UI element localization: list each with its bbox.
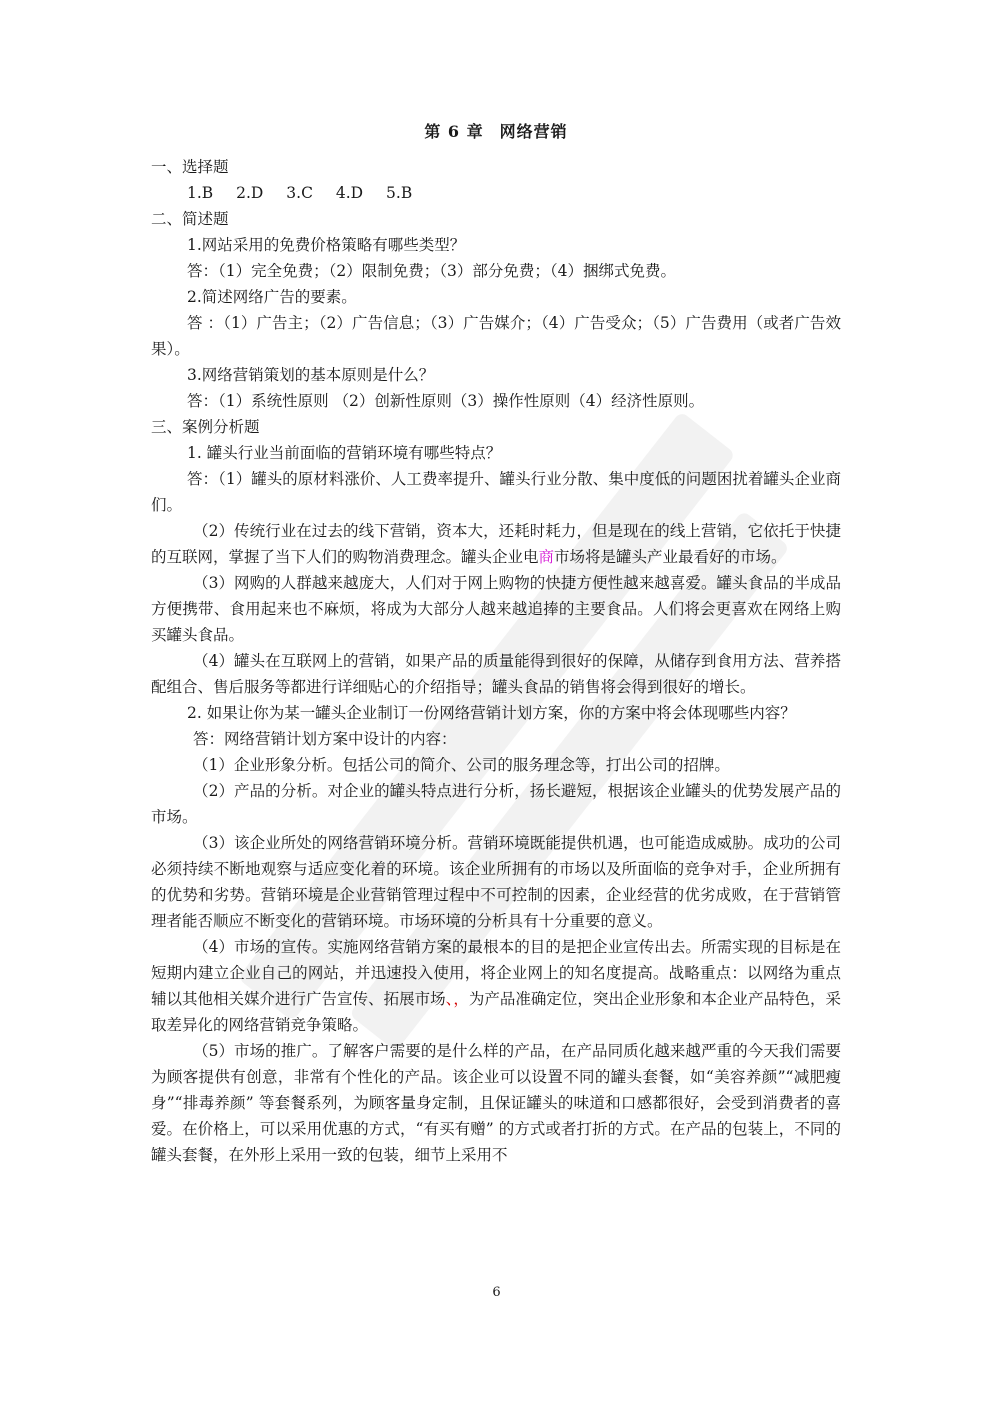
s2-question-2: 2.简述网络广告的要素。 [187,288,357,306]
s3-q2-point-3: （3）该企业所处的网络营销环境分析。营销环境既能提供机遇，也可能造成威胁。成功的公司必须持续不断地观察与适应变化着的环境。该企业所拥有的市场以及所面临的竞争对手，企业所拥有的优势和劣势。营销环境是企业营销管理过程中不可控制的因素，企业经营的优劣成败，在于营销管理者能否顺应不断变化的营销环境。市场环境的分析具有十分重要的意义。 [151,834,841,930]
s3-q2-intro: 答：网络营销计划方案中设计的内容： [193,730,457,748]
s3-q1-answer-1: 答：（1）罐头的原材料涨价、人工费率提升、罐头行业分散、集中度低的问题困扰着罐头企业商们。 [151,470,841,514]
s3-q2-point-2: （2）产品的分析。对企业的罐头特点进行分析，扬长避短，根据该企业罐头的优势发展产品的市场。 [151,782,841,826]
choice-answers [151,180,841,206]
s2-question-1: 1.网站采用的免费价格策略有哪些类型？ [187,236,466,254]
choice-answer: 3.C [286,184,313,202]
content [151,115,841,1168]
s3-q1-answer-3: （3）网购的人群越来越庞大，人们对于网上购物的快捷方便性越来越喜爱。罐头食品的半成品方便携带、食用起来也不麻烦，将成为大部分人越来越追捧的主要食品。人们将会更喜欢在网络上购买罐头食品。 [151,574,841,644]
chapter-number: 第 6 章 [424,122,484,141]
section3-heading: 三、案例分析题 [151,418,260,436]
s3-q1-answer-4: （4）罐头在互联网上的营销，如果产品的质量能得到很好的保障，从储存到食用方法、营养搭配组合、售后服务等都进行详细贴心的介绍指导；罐头食品的销售将会得到很好的增长。 [151,652,841,696]
choice-answer: 2.D [236,184,264,202]
section1-heading: 一、选择题 [151,158,229,176]
highlighted-char: 商 [538,548,555,566]
choice-answer: 1.B [187,184,214,202]
s2-answer-2: 答 ：（1）广告主；（2）广告信息；（3）广告媒介；（4）广告受众；（5）广告费用（或者广告效果）。 [151,314,841,358]
section2-heading: 二、简述题 [151,210,229,228]
s2-question-3: 3.网络营销策划的基本原则是什么？ [187,366,435,384]
page-number: 6 [492,1285,501,1300]
chapter-name: 网络营销 [499,122,568,141]
s2-answer-3: 答：（1）系统性原则 （2）创新性原则（3）操作性原则（4）经济性原则。 [187,392,705,410]
page-title [151,115,841,149]
choice-answer: 5.B [386,184,413,202]
s3-question-2: 2. 如果让你为某一罐头企业制订一份网络营销计划方案，你的方案中将会体现哪些内容？ [187,704,796,722]
s2-answer-1: 答：（1）完全免费；（2）限制免费；（3）部分免费；（4）捆绑式免费。 [187,262,676,280]
s3-q1-answer-2: （2）传统行业在过去的线下营销，资本大，还耗时耗力，但是现在的线上营销，它依托于快捷的互联网，掌握了当下人们的购物消费理念。罐头企业电商市场将是罐头产业最看好的市场。 [151,522,841,566]
s3-q2-point-5: （5）市场的推广。了解客户需要的是什么样的产品，在产品同质化越来越严重的今天我们需要为顾客提供有创意，非常有个性化的产品。该企业可以设置不同的罐头套餐，如“美容养颜”“减肥瘦身”“排毒养颜” 等套餐系列，为顾客量身定制，且保证罐头的味道和口感都很好，会受到消费者的喜爱。在价格上，可以采用优惠的方式，“有买有赠” 的方式或者打折的方式。在产品的包装上，不同的罐头套餐，在外形上采用一致的包装，细节上采用不 [151,1042,841,1164]
s3-question-1: 1. 罐头行业当前面临的营销环境有哪些特点？ [187,444,502,462]
choice-answer: 4.D [335,184,364,202]
s3-q2-point-1: （1）企业形象分析。包括公司的简介、公司的服务理念等，打出公司的招牌。 [193,756,730,774]
s3-q2-point-4: （4）市场的宣传。实施网络营销方案的最根本的目的是把企业宣传出去。所需实现的目标是在短期内建立企业自己的网站，并迅速投入使用，将企业网上的知名度提高。战略重点：以网络为重点辅以其他相关媒介进行广告宣传、拓展市场、，为产品准确定位，突出企业形象和本企业产品特色，采取差异化的网络营销竞争策略。 [151,938,841,1034]
red-mark: 、， [445,990,469,1008]
